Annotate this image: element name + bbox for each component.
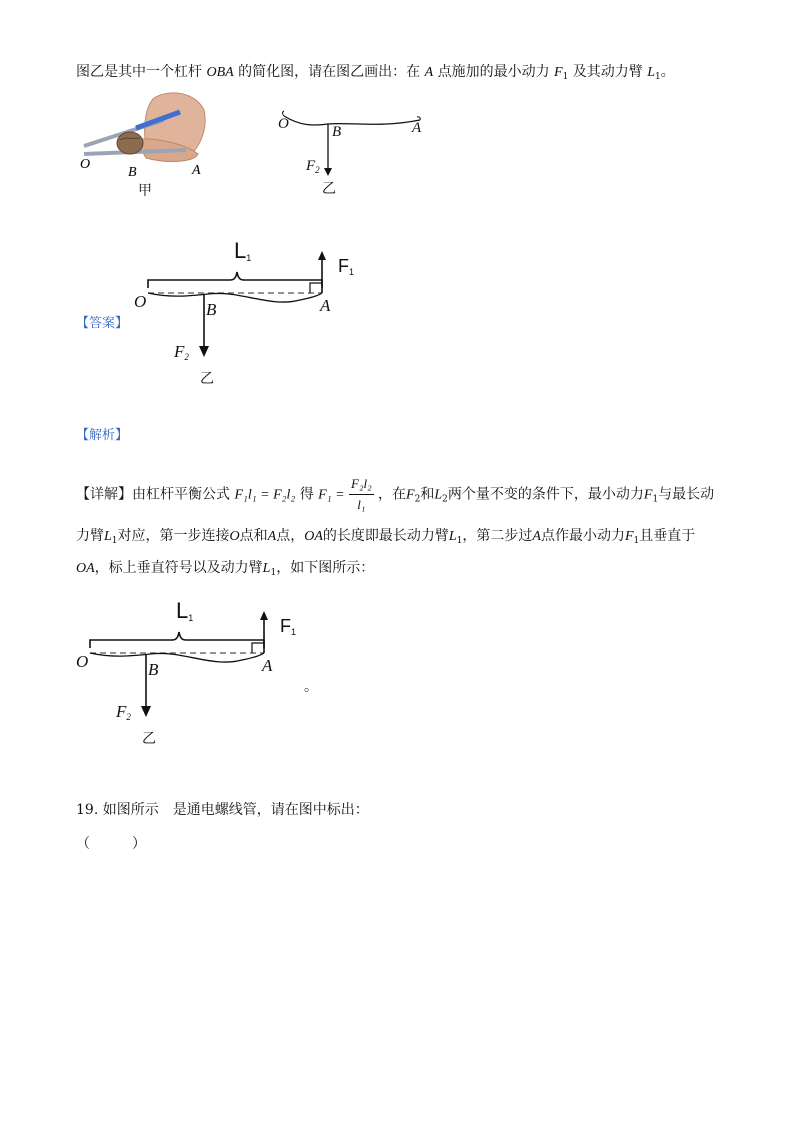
answer-caption: 乙 [200,371,214,387]
label-O: O [278,116,289,132]
f2-arrow-head [324,168,332,176]
answer-label-A: A [320,296,331,315]
detail-caption: 乙 [142,731,156,747]
detail-line-2: 力臂$L_1$对应，第一步连接O点和A点，OA的长度即最长动力臂$L_1$，第二步过A点作最小动力$F_1$且垂直于 [76,528,696,546]
figure-jia [76,88,216,198]
detail-line-3: OA，标上垂直符号以及动力臂$L_1$，如下图所示： [76,560,375,578]
answer-figure [130,238,370,388]
answer-F1: $F_1$ [338,256,355,277]
answer-label-B: B [206,300,217,319]
caption-jia: 甲 [138,183,152,199]
detail-label-B: B [148,660,159,679]
detail-line-1: 【详解】由杠杆平衡公式 F₁l₁ = F₂l₂ 得 F₁ = $\frac{\text{F₂l₂}}{\text{l₁}}$ ，在$F_2$和$L_2$两个量不变的条件下，最小动力$F_1$与最长动 [76,474,714,515]
detail-L1: $L_1$ [176,598,194,623]
detail-period: 。 [304,679,318,695]
label-F2: $F_2$ [306,158,320,175]
svg-text:O: O [80,157,91,172]
svg-text:A: A [192,163,201,178]
detail-figure [72,598,312,748]
detail-label-A: A [262,656,273,675]
question-19: 19. 如图所示 是通电螺线管，请在图中标出： [76,802,369,818]
question-19-answer-blank: （ ） [76,836,146,852]
figure-yi [270,98,440,198]
label-B: B [332,124,342,140]
answer-tag: 【答案】 [76,316,129,331]
detail-label-F2: $F_2$ [116,702,131,722]
detail-F1: $F_1$ [280,616,297,637]
answer-label-F2: $F_2$ [174,342,189,362]
caption-yi: 乙 [322,181,336,197]
analysis-tag: 【解析】 [76,428,129,443]
answer-L1: $L_1$ [234,238,252,263]
svg-text:B: B [128,165,137,180]
lever-diagram-yi [270,98,440,198]
detail-label-O: O [76,652,89,671]
answer-label-O: O [134,292,147,311]
intro-line: 图乙是其中一个杠杆 OBA 的简化图，请在图乙画出：在 A 点施加的最小动力 $F_1$ 及其动力臂 $L_1$。 [76,64,675,82]
formula-fraction: $\frac{\text{F₂l₂}}{\text{l₁}}$ [351,476,372,512]
label-A: A [412,120,422,136]
